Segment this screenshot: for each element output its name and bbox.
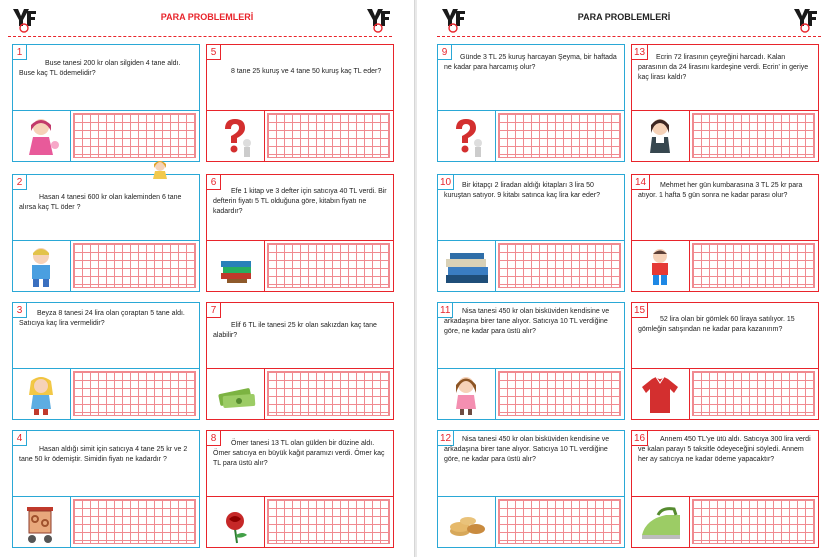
answer-grid[interactable] [692,113,815,158]
question-text: 8 tane 25 kuruş ve 4 tane 50 kuruş kaç TL eder? [231,68,382,75]
question-text: 52 lira olan bir gömlek 60 liraya satılıyor. 15 gömleğin satışından ne kadar para kazanırım? [638,316,795,333]
shirt-icon [636,373,688,417]
left-worksheet-page [0,0,414,557]
question-text: Günde 3 TL 25 kuruş harcayan Şeyma, bir haftada ne kadar para harcamış olur? [444,54,617,71]
question-text: Nisa tanesi 450 kr olan bisküviden kendisine ve arkadaşına birer tane alıyor. Satıcıya 10 TL verdiğine göre, ne kadar para üstü alır? [444,436,610,463]
boy-icon [636,245,688,289]
question-text: Hasan 4 tanesi 600 kr olan kaleminden 6 tane alırsa kaç TL öder ? [19,194,182,211]
question-number: 10 [438,175,454,190]
question-number: 16 [632,431,648,446]
answer-grid[interactable] [498,499,621,544]
question-text: Ömer tanesi 13 TL olan gülden bir düzine aldı. Ömer satıcıya en büyük kağıt paramızı verdi. Ömer kaç TL para üstü alır? [213,440,385,467]
title-underline [437,36,821,37]
question-number: 5 [207,45,221,60]
question-card [12,430,200,548]
answer-grid[interactable] [267,371,390,416]
girl-icon [17,373,69,417]
question-number: 3 [13,303,27,318]
question-text: Ecrin 72 lirasının çeyreğini harcadı. Kalan parasının da 24 lirasını kardeşine verdi. Ecrin' in geriye kaç lirası kaldı? [638,54,809,81]
question-text: Beyza 8 tanesi 24 lira olan çoraptan 5 tane aldı. Satıcıya kaç lira vermelidir? [19,310,185,327]
question-card [206,430,394,548]
question-number: 9 [438,45,452,60]
question-card [631,430,819,548]
question-text: Hasan aldığı simit için satıcıya 4 tane 25 kr ve 2 tane 50 kr ödemiştir. Simidin fiyatı ne kadardır ? [19,446,188,463]
decorative-girl-icon [150,158,170,180]
boy-icon [17,245,69,289]
question-card [631,174,819,292]
question-mark-icon [211,115,263,159]
answer-grid[interactable] [73,499,196,544]
question-number: 8 [207,431,221,446]
question-card [12,174,200,292]
page-title: PARA PROBLEMLERİ [160,12,254,22]
answer-grid[interactable] [498,371,621,416]
question-card [437,430,625,548]
rose-icon [211,501,263,545]
question-card [206,302,394,420]
answer-grid[interactable] [267,499,390,544]
question-number: 2 [13,175,27,190]
girl-icon [442,373,494,417]
question-number: 7 [207,303,221,318]
simit-cart-icon [17,501,69,545]
question-card [631,44,819,162]
question-text: Efe 1 kitap ve 3 defter için satıcıya 40 TL verdi. Bir defterin fiyatı 5 TL olduğuna göre, kitabın fiyatı ne kadardır? [213,188,387,215]
answer-grid[interactable] [73,113,196,158]
question-number: 12 [438,431,454,446]
question-card [12,44,200,162]
page-title: PARA PROBLEMLERİ [577,12,671,22]
biscuit-icon [442,501,494,545]
books-icon [442,245,494,289]
question-card [12,302,200,420]
money-icon [211,373,263,417]
answer-grid[interactable] [498,113,621,158]
iron-icon [636,501,688,545]
right-worksheet-page [417,0,831,557]
question-text: Bir kitapçı 2 liradan aldığı kitapları 3 lira 50 kuruştan satıyor. 9 kitabı satınca kaç lira kar eder? [444,182,601,199]
question-text: Annem 450 TL'ye ütü aldı. Satıcıya 300 lira verdi ve kalan parayı 5 taksitle ödeyeceğini söyledi. Annem her ay satıcıya ne kadar ödeme yapacaktır? [638,436,811,463]
question-text: Mehmet her gün kumbarasına 3 TL 25 kr para atıyor. 1 hafta 5 gün sonra ne kadar parası olur? [638,182,803,199]
question-text: Buse tanesi 200 kr olan silgiden 4 tane aldı. Buse kaç TL ödemelidir? [19,60,181,77]
question-card [631,302,819,420]
question-number: 13 [632,45,648,60]
question-number: 15 [632,303,648,318]
answer-grid[interactable] [267,243,390,288]
question-mark-icon [442,115,494,159]
question-card [437,174,625,292]
question-text: Nisa tanesi 450 kr olan bisküviden kendisine ve arkadaşına birer tane alıyor. Satıcıya 10 TL verdiğine göre, ne kadar para üstü alır? [444,308,610,335]
girl-icon [17,115,69,159]
answer-grid[interactable] [692,371,815,416]
answer-grid[interactable] [498,243,621,288]
question-card [437,302,625,420]
question-card [206,174,394,292]
answer-grid[interactable] [73,371,196,416]
title-underline [8,36,392,37]
question-number: 1 [13,45,27,60]
question-card [437,44,625,162]
answer-grid[interactable] [267,113,390,158]
question-card [206,44,394,162]
answer-grid[interactable] [692,499,815,544]
question-number: 14 [632,175,650,190]
question-number: 4 [13,431,27,446]
girl-icon [636,115,688,159]
books-icon [211,245,263,289]
question-number: 6 [207,175,221,190]
question-number: 11 [438,303,453,318]
answer-grid[interactable] [692,243,815,288]
question-text: Elif 6 TL ile tanesi 25 kr olan sakızdan kaç tane alabilir? [213,322,377,339]
answer-grid[interactable] [73,243,196,288]
